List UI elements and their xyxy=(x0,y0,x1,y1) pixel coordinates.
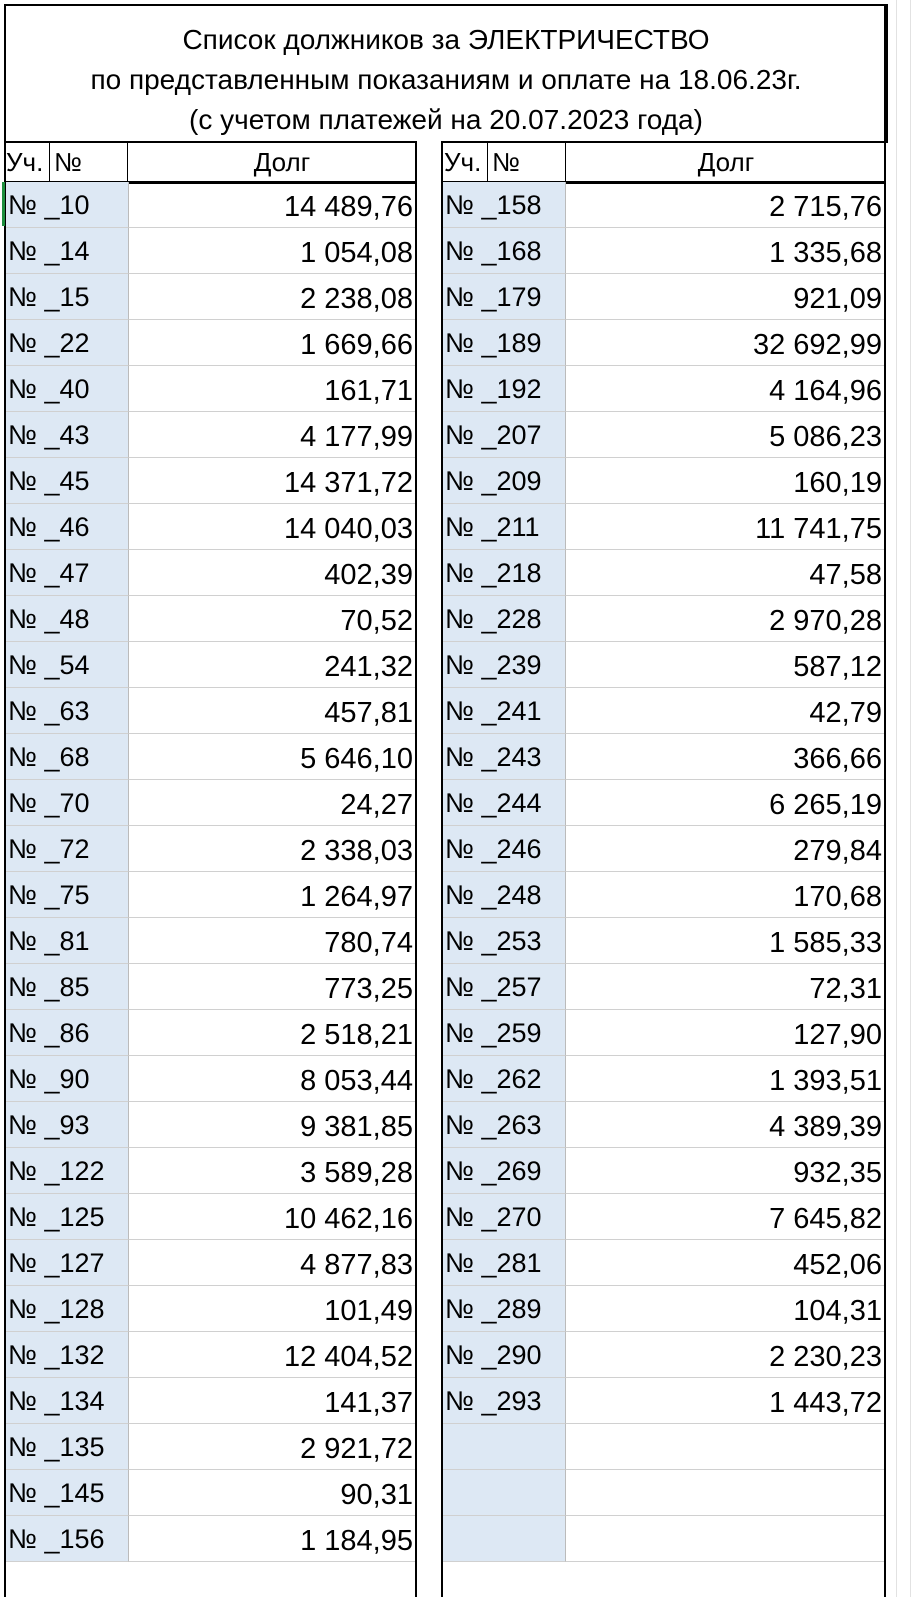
table-row xyxy=(6,780,415,826)
table-row xyxy=(6,458,415,504)
table-row xyxy=(6,734,415,780)
debt-cell[interactable]: 1 443,72 xyxy=(565,1378,884,1424)
debt-cell[interactable]: 12 404,52 xyxy=(128,1332,415,1378)
plot-number-cell[interactable]: № _47 xyxy=(6,550,128,596)
header-number[interactable]: № xyxy=(488,143,566,181)
plot-number-cell[interactable]: № _132 xyxy=(6,1332,128,1378)
debt-cell[interactable]: 2 238,08 xyxy=(128,274,415,320)
debt-cell[interactable]: 14 040,03 xyxy=(128,504,415,550)
plot-number-cell[interactable]: № _257 xyxy=(443,964,565,1010)
plot-number-cell[interactable]: № _192 xyxy=(443,366,565,412)
table-row xyxy=(443,1194,884,1240)
plot-number-cell[interactable]: № _209 xyxy=(443,458,565,504)
plot-number-cell[interactable]: № _63 xyxy=(6,688,128,734)
table-row xyxy=(6,1516,415,1562)
debt-cell[interactable]: 366,66 xyxy=(565,734,884,780)
table-row xyxy=(443,918,884,964)
table-row xyxy=(443,1516,884,1562)
plot-number-cell[interactable]: № _259 xyxy=(443,1010,565,1056)
debt-cell[interactable]: 42,79 xyxy=(565,688,884,734)
debt-cell[interactable]: 457,81 xyxy=(128,688,415,734)
table-row xyxy=(443,274,884,320)
table-row xyxy=(6,826,415,872)
debt-cell[interactable]: 160,19 xyxy=(565,458,884,504)
plot-number-cell[interactable]: № _22 xyxy=(6,320,128,366)
plot-number-cell[interactable]: № _211 xyxy=(443,504,565,550)
debt-cell[interactable]: 4 164,96 xyxy=(565,366,884,412)
debt-cell[interactable] xyxy=(565,1516,884,1562)
plot-number-cell[interactable]: № _189 xyxy=(443,320,565,366)
debt-cell[interactable]: 5 086,23 xyxy=(565,412,884,458)
plot-number-cell[interactable]: № _246 xyxy=(443,826,565,872)
debt-cell[interactable]: 452,06 xyxy=(565,1240,884,1286)
debt-cell[interactable]: 47,58 xyxy=(565,550,884,596)
debt-cell[interactable]: 14 489,76 xyxy=(128,182,415,228)
header-debt[interactable]: Долг xyxy=(697,147,755,177)
table-row xyxy=(6,1102,415,1148)
left-table-right-border xyxy=(415,141,417,1597)
debt-cell[interactable]: 241,32 xyxy=(128,642,415,688)
debt-cell[interactable] xyxy=(565,1424,884,1470)
plot-number-cell[interactable]: № _293 xyxy=(443,1378,565,1424)
table-row xyxy=(6,366,415,412)
debt-cell[interactable]: 70,52 xyxy=(128,596,415,642)
debt-cell[interactable]: 4 877,83 xyxy=(128,1240,415,1286)
table-row xyxy=(6,918,415,964)
table-row xyxy=(6,1378,415,1424)
debt-cell[interactable]: 141,37 xyxy=(128,1378,415,1424)
table-row xyxy=(443,964,884,1010)
debt-cell[interactable]: 127,90 xyxy=(565,1010,884,1056)
title-box[interactable] xyxy=(4,4,888,143)
plot-number-cell[interactable]: № _270 xyxy=(443,1194,565,1240)
table-row xyxy=(443,1286,884,1332)
plot-number-cell[interactable]: № _156 xyxy=(6,1516,128,1562)
plot-number-cell[interactable]: № _145 xyxy=(6,1470,128,1516)
grid-line xyxy=(910,0,911,1597)
debt-cell[interactable]: 1 054,08 xyxy=(128,228,415,274)
table-row xyxy=(443,366,884,412)
debt-cell[interactable]: 104,31 xyxy=(565,1286,884,1332)
table-row xyxy=(443,872,884,918)
plot-number-cell[interactable]: № _207 xyxy=(443,412,565,458)
plot-number-cell[interactable] xyxy=(443,1470,565,1516)
debt-cell[interactable]: 72,31 xyxy=(565,964,884,1010)
table-row xyxy=(6,1010,415,1056)
table-row xyxy=(6,964,415,1010)
debt-cell[interactable]: 2 338,03 xyxy=(128,826,415,872)
plot-number-cell[interactable]: № _14 xyxy=(6,228,128,274)
plot-number-cell[interactable]: № _248 xyxy=(443,872,565,918)
debt-cell[interactable]: 5 646,10 xyxy=(128,734,415,780)
plot-number-cell[interactable]: № _125 xyxy=(6,1194,128,1240)
debt-cell[interactable]: 2 970,28 xyxy=(565,596,884,642)
table-row xyxy=(6,550,415,596)
title-line-1: Список должников за ЭЛЕКТРИЧЕСТВО xyxy=(182,24,710,55)
plot-number-cell[interactable]: № _122 xyxy=(6,1148,128,1194)
debt-cell[interactable]: 32 692,99 xyxy=(565,320,884,366)
debt-cell[interactable]: 6 265,19 xyxy=(565,780,884,826)
table-row xyxy=(6,1056,415,1102)
table-row xyxy=(443,1056,884,1102)
table-row xyxy=(443,1010,884,1056)
table-row xyxy=(6,1470,415,1516)
table-row xyxy=(6,1424,415,1470)
debt-cell[interactable]: 170,68 xyxy=(565,872,884,918)
plot-number-cell[interactable]: № _135 xyxy=(6,1424,128,1470)
debt-cell[interactable]: 8 053,44 xyxy=(128,1056,415,1102)
table-row xyxy=(443,734,884,780)
table-row xyxy=(6,504,415,550)
table-row xyxy=(443,826,884,872)
plot-number-cell[interactable]: № _127 xyxy=(6,1240,128,1286)
debt-cell[interactable]: 587,12 xyxy=(565,642,884,688)
table-row xyxy=(6,274,415,320)
debt-cell[interactable]: 3 589,28 xyxy=(128,1148,415,1194)
plot-number-cell[interactable]: № _218 xyxy=(443,550,565,596)
plot-number-cell[interactable]: № _40 xyxy=(6,366,128,412)
table-row xyxy=(6,688,415,734)
plot-number-cell[interactable]: № _263 xyxy=(443,1102,565,1148)
debt-cell[interactable] xyxy=(565,1470,884,1516)
table-row xyxy=(443,642,884,688)
plot-number-cell[interactable]: № _158 xyxy=(443,182,565,228)
title-line-3: (с учетом платежей на 20.07.2023 года) xyxy=(189,104,703,135)
debt-cell[interactable]: 10 462,16 xyxy=(128,1194,415,1240)
table-row xyxy=(443,228,884,274)
table-row xyxy=(443,1148,884,1194)
table-row xyxy=(443,1378,884,1424)
header-uch[interactable]: Уч. xyxy=(442,143,488,181)
table-row xyxy=(443,1424,884,1470)
plot-number-cell[interactable]: № _239 xyxy=(443,642,565,688)
plot-number-cell[interactable]: № _43 xyxy=(6,412,128,458)
table-row xyxy=(6,228,415,274)
debt-cell[interactable]: 14 371,72 xyxy=(128,458,415,504)
debt-cell[interactable]: 1 184,95 xyxy=(128,1516,415,1562)
table-row xyxy=(443,1102,884,1148)
plot-number-cell[interactable]: № _45 xyxy=(6,458,128,504)
debt-cell[interactable]: 2 230,23 xyxy=(565,1332,884,1378)
debt-cell[interactable]: 2 518,21 xyxy=(128,1010,415,1056)
debt-cell[interactable]: 1 264,97 xyxy=(128,872,415,918)
table-row xyxy=(443,1470,884,1516)
plot-number-cell[interactable]: № _262 xyxy=(443,1056,565,1102)
plot-number-cell[interactable]: № _93 xyxy=(6,1102,128,1148)
debt-cell[interactable]: 279,84 xyxy=(565,826,884,872)
table-row xyxy=(443,688,884,734)
plot-number-cell[interactable]: № _281 xyxy=(443,1240,565,1286)
debt-cell[interactable]: 90,31 xyxy=(128,1470,415,1516)
plot-number-cell[interactable]: № _86 xyxy=(6,1010,128,1056)
plot-number-cell[interactable]: № _128 xyxy=(6,1286,128,1332)
header-number[interactable]: № xyxy=(50,143,128,181)
table-row xyxy=(443,1240,884,1286)
table-row xyxy=(443,458,884,504)
debt-cell[interactable]: 780,74 xyxy=(128,918,415,964)
debt-cell[interactable]: 4 389,39 xyxy=(565,1102,884,1148)
header-uch[interactable]: Уч. xyxy=(4,143,50,181)
table-row xyxy=(443,412,884,458)
plot-number-cell[interactable]: № _134 xyxy=(6,1378,128,1424)
table-row xyxy=(6,1148,415,1194)
plot-number-cell[interactable]: № _241 xyxy=(443,688,565,734)
debt-cell[interactable]: 24,27 xyxy=(128,780,415,826)
plot-number-cell[interactable]: № _72 xyxy=(6,826,128,872)
debt-cell[interactable]: 1 393,51 xyxy=(565,1056,884,1102)
table-row xyxy=(6,412,415,458)
debt-cell[interactable]: 2 921,72 xyxy=(128,1424,415,1470)
plot-number-cell[interactable]: № _75 xyxy=(6,872,128,918)
debt-cell[interactable]: 1 669,66 xyxy=(128,320,415,366)
table-row xyxy=(6,872,415,918)
debt-cell[interactable]: 2 715,76 xyxy=(565,182,884,228)
table-row xyxy=(443,504,884,550)
plot-number-cell[interactable]: № _70 xyxy=(6,780,128,826)
table-row xyxy=(443,780,884,826)
plot-number-cell[interactable] xyxy=(443,1516,565,1562)
plot-number-cell[interactable]: № _228 xyxy=(443,596,565,642)
plot-number-cell[interactable]: № _85 xyxy=(6,964,128,1010)
debt-cell[interactable]: 921,09 xyxy=(565,274,884,320)
table-row xyxy=(6,1240,415,1286)
table-row xyxy=(6,1332,415,1378)
plot-number-cell[interactable]: № _90 xyxy=(6,1056,128,1102)
header-debt[interactable]: Долг xyxy=(253,147,311,177)
right-header xyxy=(442,141,886,184)
table-row xyxy=(443,596,884,642)
debt-cell[interactable]: 9 381,85 xyxy=(128,1102,415,1148)
debt-cell[interactable]: 1 585,33 xyxy=(565,918,884,964)
plot-number-cell[interactable]: № _68 xyxy=(6,734,128,780)
plot-number-cell[interactable]: № _179 xyxy=(443,274,565,320)
plot-number-cell[interactable]: № _289 xyxy=(443,1286,565,1332)
plot-number-cell[interactable]: № _15 xyxy=(6,274,128,320)
debt-cell[interactable]: 101,49 xyxy=(128,1286,415,1332)
plot-number-cell[interactable]: № _10 xyxy=(6,182,128,228)
plot-number-cell[interactable]: № _253 xyxy=(443,918,565,964)
debt-cell[interactable]: 161,71 xyxy=(128,366,415,412)
debt-cell[interactable]: 1 335,68 xyxy=(565,228,884,274)
plot-number-cell[interactable]: № _244 xyxy=(443,780,565,826)
plot-number-cell[interactable]: № _243 xyxy=(443,734,565,780)
debt-cell[interactable]: 773,25 xyxy=(128,964,415,1010)
plot-number-cell[interactable]: № _48 xyxy=(6,596,128,642)
table-row xyxy=(443,182,884,228)
debt-cell[interactable]: 4 177,99 xyxy=(128,412,415,458)
plot-number-cell[interactable]: № _54 xyxy=(6,642,128,688)
plot-number-cell[interactable]: № _168 xyxy=(443,228,565,274)
table-row xyxy=(6,182,415,228)
debt-cell[interactable]: 932,35 xyxy=(565,1148,884,1194)
debt-cell[interactable]: 7 645,82 xyxy=(565,1194,884,1240)
plot-number-cell[interactable] xyxy=(443,1424,565,1470)
table-row xyxy=(6,320,415,366)
table-row xyxy=(6,1286,415,1332)
table-row xyxy=(6,1194,415,1240)
active-cell-indicator xyxy=(2,182,5,226)
table-row xyxy=(6,596,415,642)
right-border xyxy=(884,4,886,1597)
plot-number-cell[interactable]: № _290 xyxy=(443,1332,565,1378)
debt-cell[interactable]: 11 741,75 xyxy=(565,504,884,550)
plot-number-cell[interactable]: № _269 xyxy=(443,1148,565,1194)
table-row xyxy=(443,320,884,366)
debt-cell[interactable]: 402,39 xyxy=(128,550,415,596)
grid-line xyxy=(896,0,897,1597)
plot-number-cell[interactable]: № _46 xyxy=(6,504,128,550)
table-row xyxy=(443,1332,884,1378)
table-row xyxy=(443,550,884,596)
plot-number-cell[interactable]: № _81 xyxy=(6,918,128,964)
left-header xyxy=(4,141,416,184)
title-line-2: по представленным показаниям и оплате на 18.06.23г. xyxy=(90,64,802,95)
table-row xyxy=(6,642,415,688)
